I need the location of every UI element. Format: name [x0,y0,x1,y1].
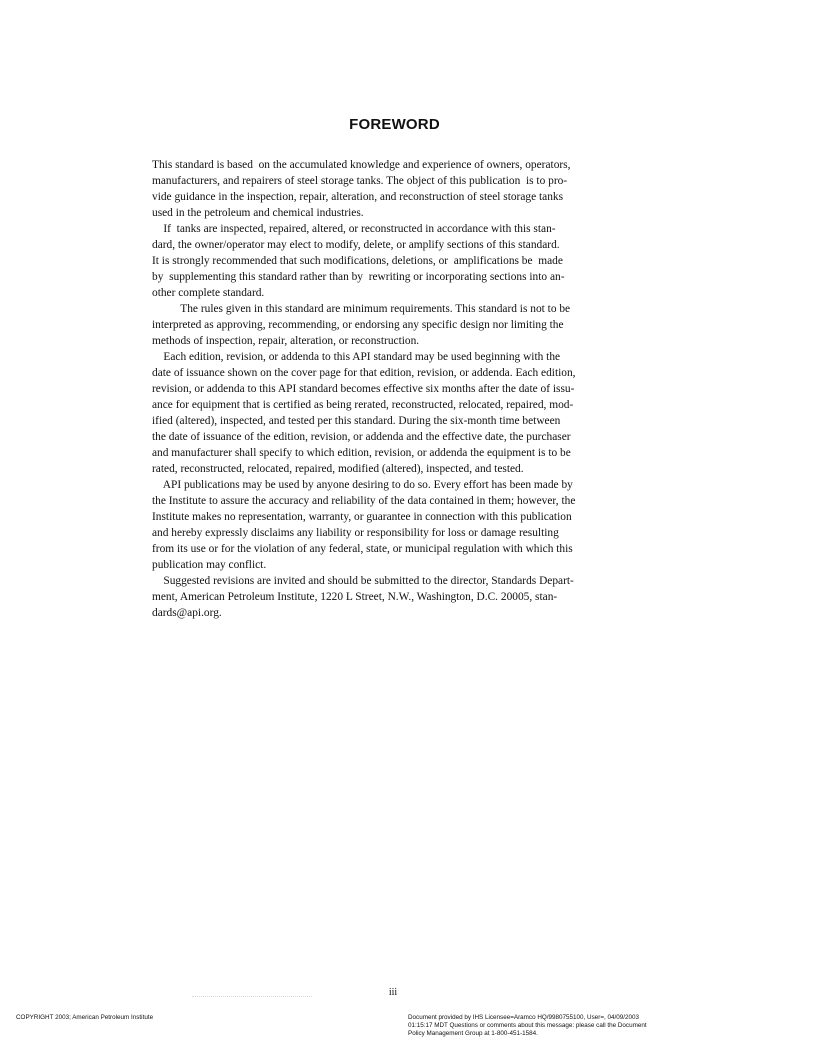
footer-notice-line: 01:15:17 MDT Questions or comments about this message: please call the Document [408,1022,647,1029]
body-line: dard, the owner/operator may elect to modify, delete, or amplify sections of this standard. [152,239,560,251]
body-line: revision, or addenda to this API standard becomes effective six months after the date of issu- [152,383,575,395]
foreword-body [152,157,682,621]
body-line: other complete standard. [152,287,265,299]
body-line: used in the petroleum and chemical industries. [152,207,364,219]
body-line: manufacturers, and repairers of steel storage tanks. The object of this publication is to pro- [152,175,568,187]
body-line: and manufacturer shall specify to which edition, revision, or addenda the equipment is to be [152,447,571,459]
body-line: the date of issuance of the edition, revision, or addenda and the effective date, the purchaser [152,431,571,443]
faint-scan-mark [192,996,312,997]
footer-notice-line: Document provided by IHS Licensee=Aramco HQ/9980755100, User=, 04/09/2003 [408,1014,640,1021]
body-line: publication may conflict. [152,559,267,571]
body-line: Each edition, revision, or addenda to this API standard may be used beginning with the [152,351,561,363]
footer-copyright: COPYRIGHT 2003; American Petroleum Institute [16,1014,154,1021]
body-line: vide guidance in the inspection, repair, alteration, and reconstruction of steel storage tanks [152,191,564,203]
body-line: and hereby expressly disclaims any liability or responsibility for loss or damage resulting [152,527,559,539]
body-line: the Institute to assure the accuracy and reliability of the data contained in them; however, the [152,495,576,507]
body-line: methods of inspection, repair, alteration, or reconstruction. [152,335,420,347]
page-number: iii [388,987,398,998]
body-line: date of issuance shown on the cover page for that edition, revision, or addenda. Each edition, [152,367,576,379]
body-line: ance for equipment that is certified as being rerated, reconstructed, relocated, repaired, mod- [152,399,574,411]
body-line: interpreted as approving, recommending, or endorsing any specific design nor limiting the [152,319,564,331]
body-line: It is strongly recommended that such modifications, deletions, or amplifications be made [152,255,563,267]
page-heading: FOREWORD [349,116,440,133]
body-line: The rules given in this standard are minimum requirements. This standard is not to be [152,303,571,315]
footer-notice [408,1014,708,1038]
body-line: by supplementing this standard rather than by rewriting or incorporating sections into an- [152,271,565,283]
body-line: ified (altered), inspected, and tested per this standard. During the six-month time between [152,415,561,427]
body-line: from its use or for the violation of any federal, state, or municipal regulation with which this [152,543,573,555]
body-line: If tanks are inspected, repaired, altered, or reconstructed in accordance with this stan- [152,223,556,235]
body-line: This standard is based on the accumulated knowledge and experience of owners, operators, [152,159,571,171]
body-line: Suggested revisions are invited and should be submitted to the director, Standards Depart- [152,575,574,587]
body-line: ment, American Petroleum Institute, 1220 L Street, N.W., Washington, D.C. 20005, stan- [152,591,558,603]
footer-notice-line: Policy Management Group at 1-800-451-1584. [408,1030,538,1037]
body-line: API publications may be used by anyone desiring to do so. Every effort has been made by [152,479,573,491]
body-line: dards@api.org. [152,607,222,619]
body-line: rated, reconstructed, relocated, repaired, modified (altered), inspected, and tested. [152,463,524,475]
body-line: Institute makes no representation, warranty, or guarantee in connection with this publication [152,511,572,523]
